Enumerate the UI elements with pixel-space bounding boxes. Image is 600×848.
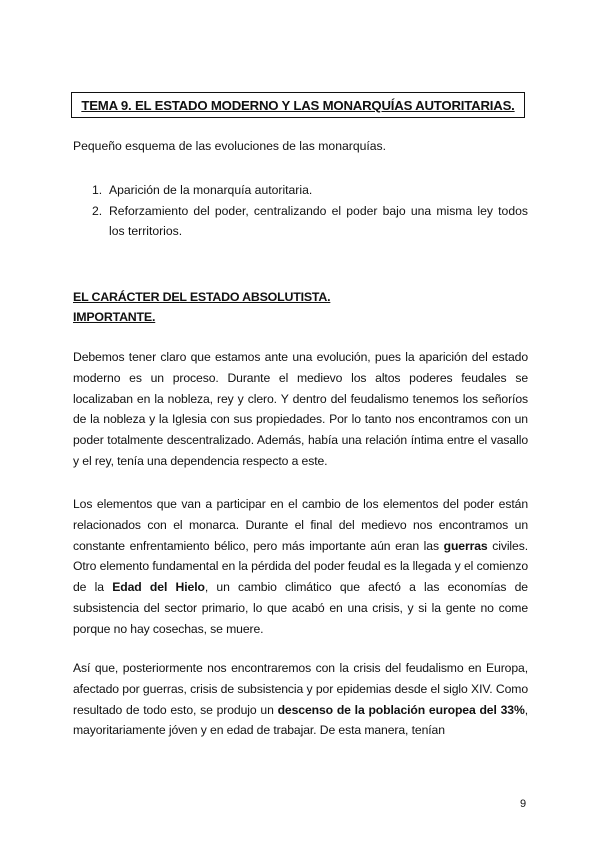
section-heading-importance: IMPORTANTE. xyxy=(73,310,156,324)
list-item-text: Reforzamiento del poder, centralizando el poder bajo una misma ley todos los territorios. xyxy=(109,203,528,238)
paragraph-medieval-power: Debemos tener claro que estamos ante una evolución, pues la aparición del estado moderno es un proceso. Durante el medievo los altos poderes feudales se localizaban en la nobleza, rey y clero. Y dentro del feudalismo tenemos los señoríos de la nobleza y la Iglesia con sus propiedades. Por lo tanto nos encontramos con un poder totalmente descentralizado. Además, había una relación íntima entre el vasallo y el rey, tenía una dependencia respecto a este. xyxy=(73,350,528,468)
bold-term-edad-del-hielo: Edad del Hielo xyxy=(112,580,205,595)
page-title: TEMA 9. EL ESTADO MODERNO Y LAS MONARQUÍAS AUTORITARIAS. xyxy=(81,97,515,113)
paragraph-text: , un cambio climático que afectó a las economías de subsistencia del sector primario, lo que acabó en una crisis, y si la gente no come porque no hay cosechas, se muere. xyxy=(73,580,528,636)
page-number: 9 xyxy=(520,798,527,810)
evolution-list xyxy=(92,180,528,242)
section-heading-title: EL CARÁCTER DEL ESTADO ABSOLUTISTA. xyxy=(73,290,331,304)
section-heading xyxy=(73,287,330,327)
paragraph-text: Los elementos que van a participar en el cambio de los elementos del poder están relacionados con el monarca. Durante el final del medievo nos encontramos un constante enfrentamiento bélico, pero más importante aún eran las xyxy=(73,497,528,553)
bold-term-population-decline: descenso de la población europea del 33% xyxy=(277,702,525,717)
bold-term-guerras: guerras xyxy=(443,538,488,553)
paragraph-text: Así que, posteriormente nos encontraremos con la crisis del feudalismo en Europa, afectado por guerras, crisis de subsistencia y por epidemias desde el siglo XIV. Como resultado de todo esto, se produjo un xyxy=(73,661,528,717)
intro-text: Pequeño esquema de las evoluciones de las monarquías. xyxy=(73,139,387,153)
list-item xyxy=(92,180,528,201)
list-item xyxy=(92,201,528,242)
paragraph-text: civiles. Otro elemento fundamental en la pérdida del poder feudal es la llegada y el comienzo de la xyxy=(73,538,528,595)
list-item-text: Aparición de la monarquía autoritaria. xyxy=(109,183,313,197)
list-item-number: 2. xyxy=(92,203,103,218)
list-item-number: 1. xyxy=(92,183,103,197)
paragraph-text: , mayoritariamente jóven y en edad de trabajar. De esta manera, tenían xyxy=(73,702,528,738)
paragraph-feudal-crisis xyxy=(73,658,528,741)
title-box xyxy=(71,92,525,118)
paragraph-power-change xyxy=(73,494,528,640)
